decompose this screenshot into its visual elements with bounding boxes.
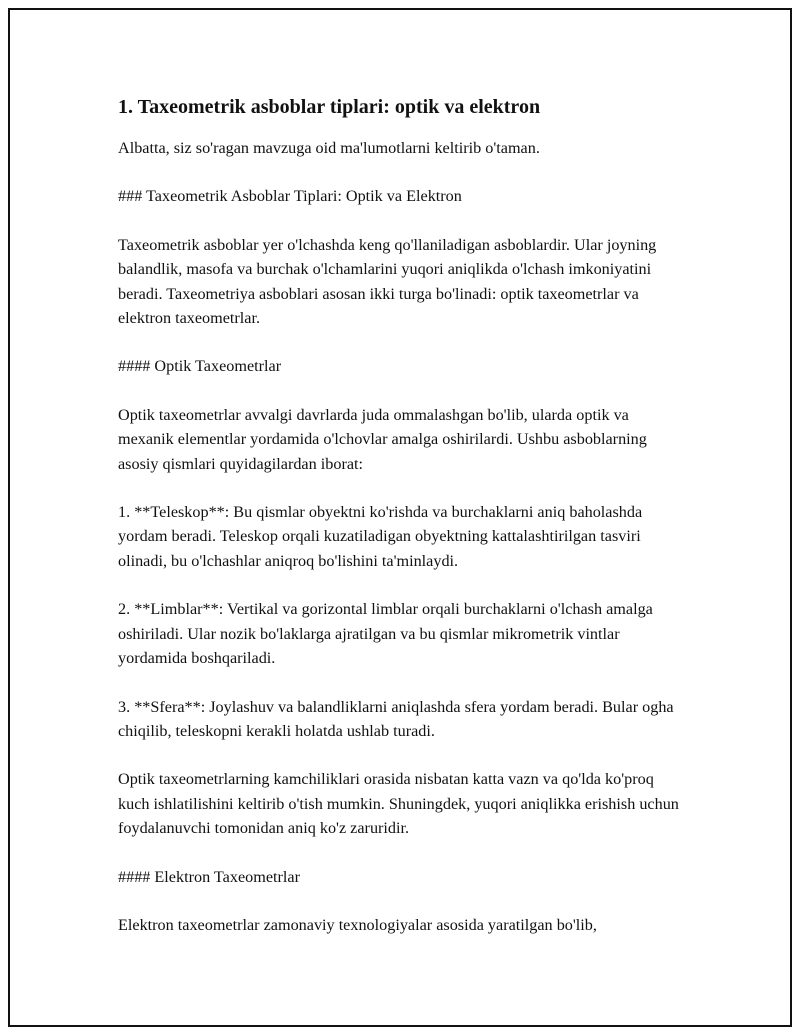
electronic-intro-paragraph: Elektron taxeometrlar zamonaviy texnologiyalar asosida yaratilgan bo'lib, — [118, 915, 597, 934]
intro-paragraph: Albatta, siz so'ragan mavzuga oid ma'lumotlarni keltirib o'taman. — [118, 139, 540, 157]
document-title: 1. Taxeometrik asboblar tiplari: optik va elektron — [118, 96, 541, 118]
list-item-limblar: 2. **Limblar**: Vertikal va gorizontal limblar orqali burchaklarni o'lchash amalga oshiriladi. Ular nozik bo'laklarga ajratilgan va bu qismlar mikrometrik vintlar yordamida boshqariladi. — [118, 600, 653, 668]
list-item-teleskop: 1. **Teleskop**: Bu qismlar obyektni ko'rishda va burchaklarni aniq baholashda yordam beradi. Teleskop orqali kuzatiladigan obyektning kattalashtirilgan tasviri olinadi, bu o'lchashlar aniqroq bo'lishini ta'minlaydi. — [118, 503, 643, 570]
optical-drawbacks-paragraph: Optik taxeometrlarning kamchiliklari orasida nisbatan katta vazn va qo'lda ko'proq kuch ishlatilishini keltirib o'tish mumkin. Shuningdek, yuqori aniqlikka erishish uchun foydalanuvchi tomonidan aniq ko'z zaruridir. — [118, 770, 679, 838]
document-body — [118, 94, 688, 961]
subheading-optical: #### Optik Taxeometrlar — [118, 357, 282, 376]
list-item-sfera: 3. **Sfera**: Joylashuv va balandliklarni aniqlashda sfera yordam beradi. Bular ogha chiqilib, teleskopni kerakli holatda ushlab turadi. — [118, 697, 674, 740]
optical-intro-paragraph: Optik taxeometrlar avvalgi davrlarda juda ommalashgan bo'lib, ularda optik va mexanik elementlar yordamida o'lchovlar amalga oshirilardi. Ushbu asboblarning asosiy qismlari quyidagilardan iborat: — [118, 405, 647, 473]
overview-paragraph: Taxeometrik asboblar yer o'lchashda keng qo'llaniladigan asboblardir. Ular joyning balandlik, masofa va burchak o'lchamlarini yuqori aniqlikda o'lchash imkoniyatini beradi. Taxeometriya asboblari asosan ikki turga bo'linadi: optik taxeometrlar va elektron taxeometrlar. — [118, 235, 657, 328]
section-heading-main: ### Taxeometrik Asboblar Tiplari: Optik va Elektron — [118, 187, 462, 206]
subheading-electronic: #### Elektron Taxeometrlar — [118, 867, 300, 886]
